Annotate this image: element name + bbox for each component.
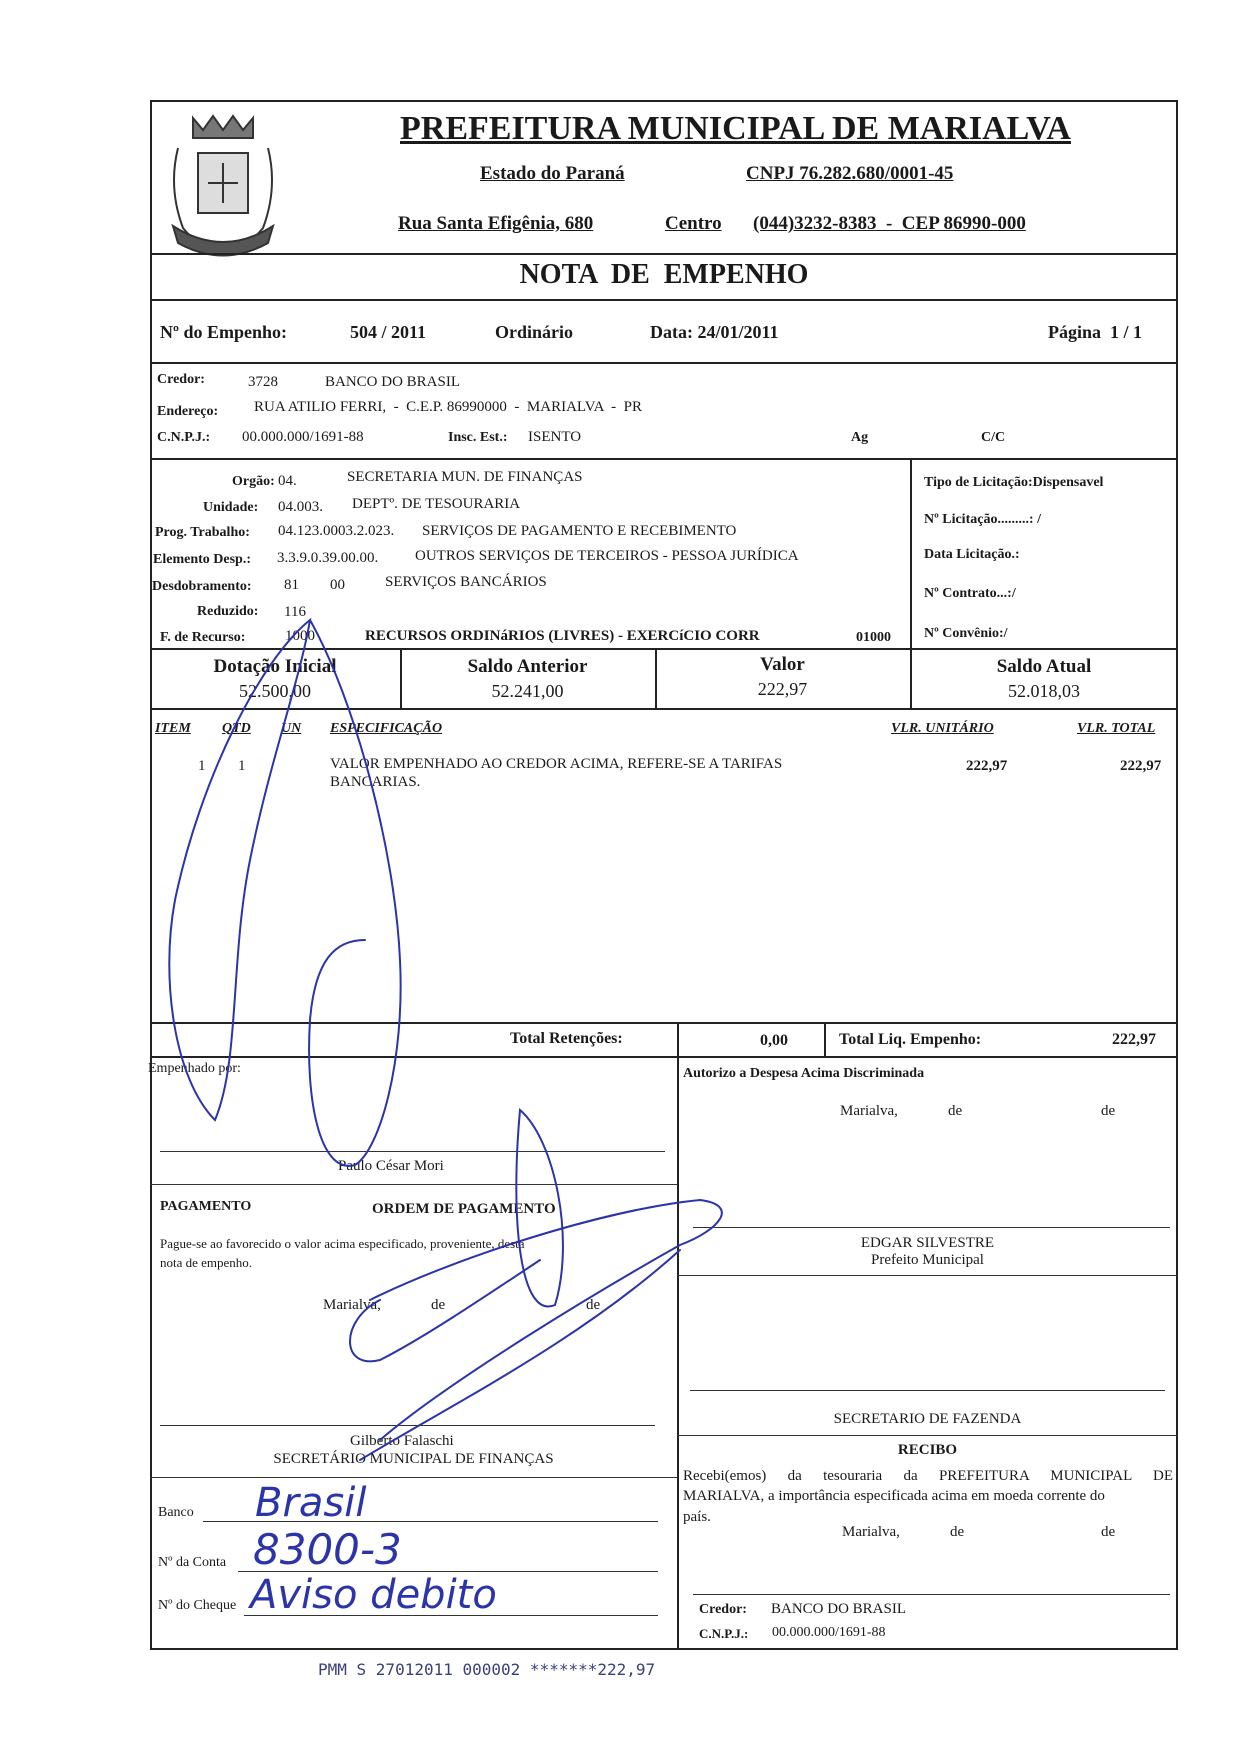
autorizo-role: Prefeito Municipal (871, 1252, 984, 1268)
pagamento-text-line1: Pague-se ao favorecido o valor acima especificado, proveniente, desta (160, 1236, 525, 1251)
recibo-cnpj-value: 00.000.000/1691-88 (772, 1625, 886, 1640)
recibo-credor-name: BANCO DO BRASIL (771, 1601, 907, 1617)
row-esp-line1: VALOR EMPENHADO AO CREDOR ACIMA, REFERE-SE A TARIFAS (330, 756, 783, 772)
empenho-page: Página 1 / 1 (1048, 322, 1143, 342)
pagamento-text-line2: nota de empenho. (160, 1255, 253, 1270)
prog-label: Prog. Trabalho: (155, 525, 250, 540)
total-retencoes-label: Total Retenções: (510, 1030, 623, 1047)
endereco-label: Endereço: (157, 404, 219, 419)
pagamento-role: SECRETÁRIO MUNICIPAL DE FINANÇAS (273, 1451, 554, 1467)
autorizo-label: Autorizo a Despesa Acima Discriminada (683, 1066, 925, 1081)
recibo-cnpj-label: C.N.P.J.: (699, 1626, 749, 1641)
licitacao-data: Data Licitação.: (924, 547, 1020, 562)
recibo-de1: de (950, 1524, 965, 1540)
saldo-atual-label: Saldo Atual (996, 656, 1092, 677)
cnpj-value: 00.000.000/1691-88 (242, 429, 364, 445)
col-qtd: QTD (222, 721, 251, 736)
row-esp-line2: BANCARIAS. (330, 774, 421, 790)
orgao-name: SECRETARIA MUN. DE FINANÇAS (347, 469, 583, 485)
desd-label: Desdobramento: (152, 579, 252, 594)
pagamento-de1: de (431, 1297, 446, 1313)
total-liq-value: 222,97 (1112, 1031, 1156, 1048)
prog-name: SERVIÇOS DE PAGAMENTO E RECEBIMENTO (422, 523, 737, 539)
valor-label: Valor (760, 654, 805, 675)
header-cnpj: CNPJ 76.282.680/0001-45 (746, 163, 954, 184)
header-street: Rua Santa Efigênia, 680 (398, 213, 594, 234)
insc-label: Insc. Est.: (448, 430, 508, 445)
conta-label: Nº da Conta (158, 1555, 227, 1570)
elem-name: OUTROS SERVIÇOS DE TERCEIROS - PESSOA JURÍDICA (415, 548, 799, 564)
machine-stamp: PMM S 27012011 000002 *******222,97 (318, 1660, 656, 1679)
empenhado-name: Paulo César Mori (338, 1158, 444, 1174)
empenho-date: Data: 24/01/2011 (650, 322, 779, 342)
recibo-title: RECIBO (897, 1442, 958, 1458)
pagamento-name: Gilberto Falaschi (350, 1433, 454, 1449)
header-district: Centro (665, 213, 722, 234)
licitacao-convenio: Nº Convênio:/ (924, 626, 1008, 641)
recurso-code: 1000 (285, 628, 315, 644)
secretario-fazenda: SECRETARIO DE FAZENDA (833, 1411, 1022, 1427)
reduzido-value: 116 (284, 604, 306, 620)
pagamento-label: PAGAMENTO (160, 1199, 252, 1214)
conta-handwritten: 8300-3 (253, 1525, 402, 1574)
prog-code: 04.123.0003.2.023. (278, 523, 395, 539)
valor-value: 222,97 (757, 679, 808, 699)
empenhado-label: Empenhado por: (148, 1061, 241, 1076)
col-total: VLR. TOTAL (1077, 721, 1156, 736)
recurso-label: F. de Recurso: (160, 630, 246, 645)
header-title: PREFEITURA MUNICIPAL DE MARIALVA (400, 110, 1071, 147)
total-liq-label: Total Liq. Empenho: (839, 1031, 982, 1048)
banco-label: Banco (158, 1505, 194, 1520)
insc-value: ISENTO (528, 429, 582, 445)
recibo-de2: de (1101, 1524, 1116, 1540)
autorizo-de2: de (1101, 1103, 1116, 1119)
empenho-type: Ordinário (495, 322, 574, 342)
saldo-anterior-value: 52.241,00 (491, 681, 564, 701)
dotacao-inicial-label: Dotação Inicial (213, 656, 337, 677)
unidade-label: Unidade: (203, 500, 259, 515)
row-item: 1 (198, 758, 206, 774)
total-retencoes-value: 0,00 (760, 1032, 788, 1049)
elem-code: 3.3.9.0.39.00.00. (277, 550, 379, 566)
desd-name: SERVIÇOS BANCÁRIOS (385, 574, 547, 590)
saldo-anterior-label: Saldo Anterior (467, 656, 588, 677)
licitacao-numero: Nº Licitação.........: / (924, 512, 1041, 527)
unidade-code: 04.003. (278, 499, 323, 515)
row-total: 222,97 (1120, 758, 1162, 774)
credor-label: Credor: (157, 372, 205, 387)
recibo-text-line1: Recebi(emos) da tesouraria da PREFEITURA MUNICIPAL DE (683, 1468, 1173, 1484)
cheque-handwritten: Aviso debito (250, 1572, 497, 1618)
empenho-label: Nº do Empenho: (160, 322, 287, 342)
header-state: Estado do Paraná (480, 163, 625, 184)
recibo-credor-label: Credor: (699, 1602, 747, 1617)
credor-code: 3728 (248, 374, 278, 390)
unidade-name: DEPTº. DE TESOURARIA (352, 496, 521, 512)
ordem-pagamento: ORDEM DE PAGAMENTO (372, 1201, 556, 1217)
col-unit: VLR. UNITÁRIO (891, 721, 994, 736)
licitacao-tipo: Tipo de Licitação:Dispensavel (924, 475, 1104, 490)
coat-of-arms-logo (158, 108, 288, 258)
header-phone-cep: (044)3232-8383 - CEP 86990-000 (753, 213, 1026, 234)
pagamento-de2: de (586, 1297, 601, 1313)
pagamento-city: Marialva, (323, 1297, 381, 1313)
recibo-text-line3: país. (683, 1509, 711, 1525)
recurso-num: 01000 (856, 630, 891, 645)
banco-handwritten: Brasil (255, 1480, 367, 1526)
row-unit: 222,97 (966, 758, 1008, 774)
autorizo-name: EDGAR SILVESTRE (860, 1235, 995, 1251)
desd-code1: 81 (284, 577, 299, 593)
endereco-value: RUA ATILIO FERRI, - C.E.P. 86990000 - MARIALVA - PR (254, 399, 642, 415)
orgao-label: Orgão: (232, 474, 275, 489)
elem-label: Elemento Desp.: (153, 552, 251, 567)
cheque-label: Nº do Cheque (158, 1598, 237, 1613)
credor-name: BANCO DO BRASIL (325, 374, 461, 390)
doc-title: NOTA DE EMPENHO (519, 259, 809, 290)
reduzido-label: Reduzido: (197, 604, 259, 619)
cnpj-label: C.N.P.J.: (157, 430, 211, 445)
empenho-number: 504 / 2011 (350, 322, 427, 342)
orgao-code: 04. (278, 473, 297, 489)
dotacao-inicial-value: 52.500,00 (239, 681, 311, 701)
ag-label: Ag (851, 430, 869, 445)
col-item: ITEM (155, 721, 191, 736)
cc-label: C/C (981, 430, 1006, 445)
recurso-name: RECURSOS ORDINáRIOS (LIVRES) - EXERCíCIO CORR (365, 628, 760, 644)
recibo-city: Marialva, (842, 1524, 900, 1540)
desd-code2: 00 (330, 577, 345, 593)
saldo-atual-value: 52.018,03 (1008, 681, 1080, 701)
col-esp: ESPECIFICAÇÃO (330, 721, 443, 736)
autorizo-city: Marialva, (840, 1103, 898, 1119)
licitacao-contrato: Nº Contrato...:/ (924, 586, 1016, 601)
row-qtd: 1 (238, 758, 246, 774)
autorizo-de1: de (948, 1103, 963, 1119)
recibo-text-line2: MARIALVA, a importância especificada acima em moeda corrente do (683, 1488, 1105, 1504)
col-un: UN (281, 721, 302, 736)
